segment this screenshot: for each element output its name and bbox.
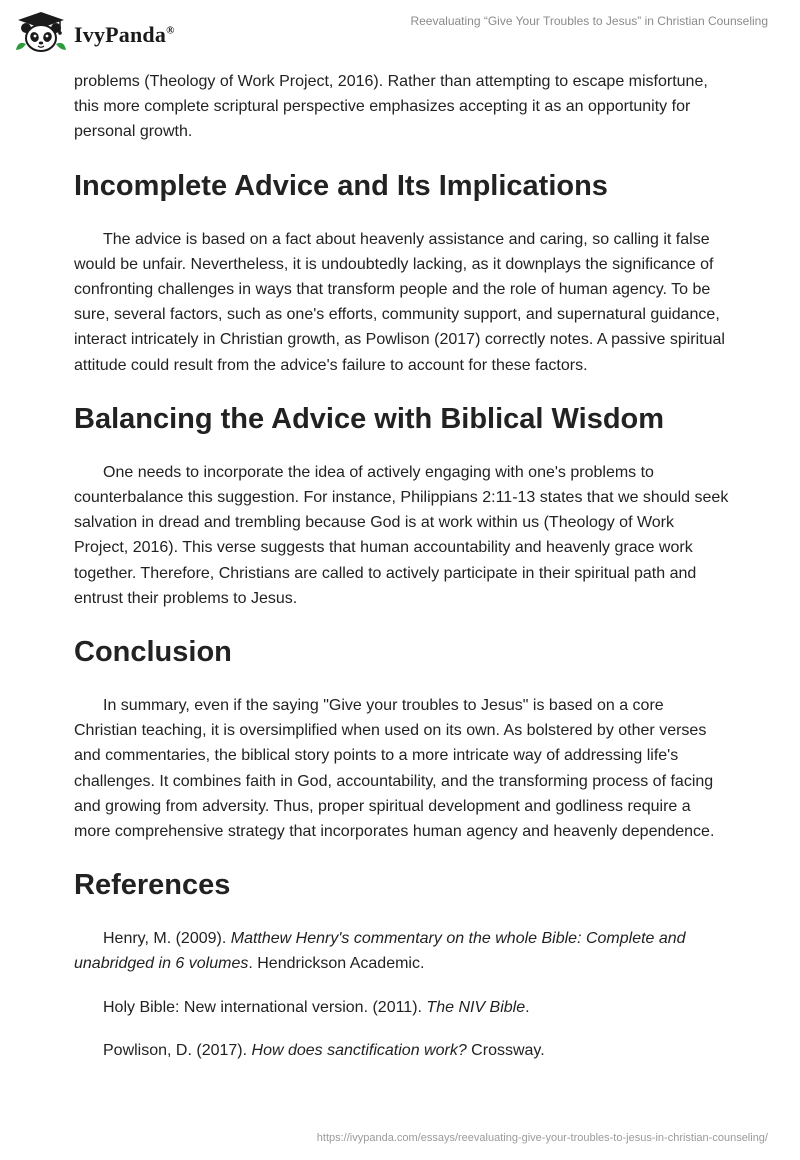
essay-body [74, 69, 729, 1081]
intro-paragraph: problems (Theology of Work Project, 2016). Rather than attempting to escape misfortune, this more complete scriptural perspective emphasizes accepting it as an opportunity for personal growth. [74, 73, 708, 141]
references-heading: References [74, 869, 231, 902]
reference-item-niv: Holy Bible: New international version. (2011). The NIV Bible. [103, 998, 530, 1016]
document-title: Reevaluating “Give Your Troubles to Jesus” in Christian Counseling [410, 14, 768, 28]
section-paragraph-incomplete-advice: The advice is based on a fact about heavenly assistance and caring, so calling it false would be unfair. Nevertheless, it is undoubtedly lacking, as it downplays the significance of confronting challenges in ways that transform people and the role of human agency. To be sure, several factors, such as one's efforts, community support, and supernatural guidance, interact intricately in Christian growth, as Powlison (2017) correctly notes. A passive spiritual attitude could result from the advice's failure to account for these factors. [74, 230, 725, 374]
section-heading-incomplete-advice: Incomplete Advice and Its Implications [74, 169, 608, 202]
section-paragraph-balancing-advice: One needs to incorporate the idea of actively engaging with one's problems to counterbalance this suggestion. For instance, Philippians 2:11-13 states that we should seek salvation in dread and trembling because God is at work within us (Theology of Work Project, 2016). This verse suggests that human accountability and heavenly grace work together. Therefore, Christians are called to actively participate in their spiritual path and entrust their problems to Jesus. [74, 463, 729, 607]
section-heading-conclusion: Conclusion [74, 636, 232, 669]
section-heading-balancing-advice: Balancing the Advice with Biblical Wisdom [74, 402, 665, 435]
brand-name: IvyPanda® [74, 22, 175, 47]
footer-source-link[interactable]: https://ivypanda.com/essays/reevaluating-give-your-troubles-to-jesus-in-christian-counseling/ [316, 1132, 768, 1144]
panda-logo-icon [14, 10, 68, 54]
reference-item-powlison: Powlison, D. (2017). How does sanctification work? Crossway. [103, 1041, 545, 1059]
section-paragraph-conclusion: In summary, even if the saying "Give your troubles to Jesus" is based on a core Christian teaching, it is oversimplified when used on its own. As bolstered by other verses and commentaries, the biblical story points to a more intricate way of addressing life's challenges. It combines faith in God, accountability, and the transforming process of facing and growing from adversity. Thus, proper spiritual development and godliness require a more comprehensive strategy that incorporates human agency and heavenly dependence. [74, 697, 715, 841]
ivypanda-logo[interactable] [14, 8, 214, 54]
reference-item-henry: Henry, M. (2009). Matthew Henry's commentary on the whole Bible: Complete and unabridged in 6 volumes. Hendrickson Academic. [74, 930, 686, 973]
